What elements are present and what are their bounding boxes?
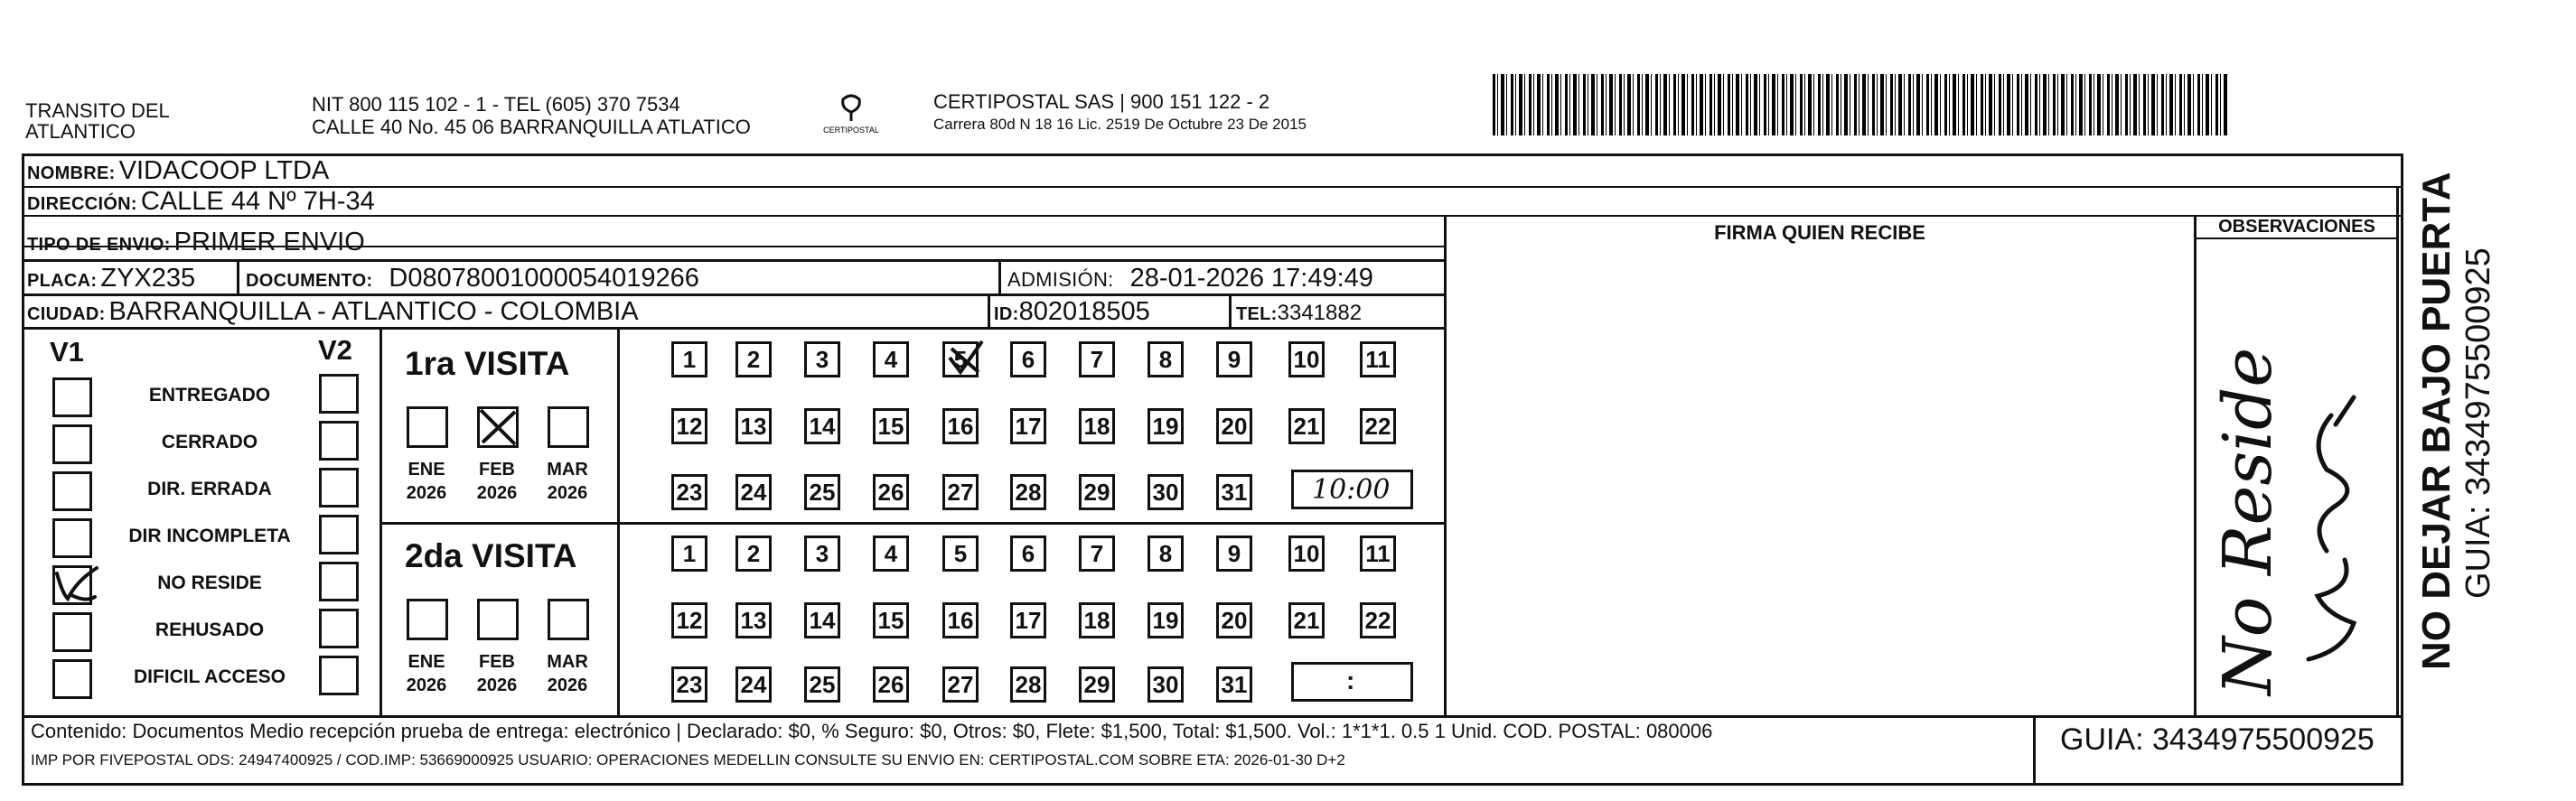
first-visit-time: 10:00 <box>1312 474 1391 506</box>
day-box[interactable]: 9 <box>1216 536 1252 572</box>
v1-checkbox[interactable] <box>52 612 92 652</box>
side-guia: GUIA: 3434975500925 <box>2459 247 2497 599</box>
day-box[interactable]: 6 <box>1010 536 1046 572</box>
v1-checkbox[interactable] <box>52 518 92 558</box>
day-check-mark <box>942 336 982 376</box>
nit-line: NIT 800 115 102 - 1 - TEL (605) 370 7534 <box>312 93 680 116</box>
observaciones-header: OBSERVACIONES <box>2218 217 2375 237</box>
day-box[interactable]: 16 <box>942 602 979 638</box>
org-name-line2: ATLANTICO <box>25 120 136 143</box>
footer-imp: IMP POR FIVEPOSTAL ODS: 24947400925 / COD.IMP: 53669000925 USUARIO: OPERACIONES MEDELLIN CONSULTE SU ENVIO EN: CERTIPOSTAL.COM SOBRE ETA: 2026-01-30 D+2 <box>31 751 1345 768</box>
month-checkbox-ene[interactable] <box>407 406 448 448</box>
day-box[interactable]: 13 <box>735 602 772 638</box>
day-box[interactable]: 4 <box>873 341 909 377</box>
day-box[interactable]: 23 <box>671 474 707 510</box>
day-box[interactable]: 30 <box>1147 666 1184 703</box>
status-label: DIR. ERRADA <box>147 479 272 499</box>
v2-checkbox[interactable] <box>319 374 359 414</box>
tipo-envio-field: TIPO DE ENVIO: PRIMER ENVIO <box>27 228 365 256</box>
day-box[interactable]: 7 <box>1079 341 1115 377</box>
month-checkbox-feb[interactable] <box>477 406 519 448</box>
first-visit-time-box[interactable] <box>1291 470 1413 509</box>
placa-field: PLACA: ZYX235 <box>27 264 196 293</box>
day-box[interactable]: 10 <box>1288 341 1325 377</box>
year-label: 2026 <box>547 483 588 503</box>
svg-text:CERTIPOSTAL: CERTIPOSTAL <box>823 126 879 135</box>
status-label: DIR INCOMPLETA <box>128 526 291 546</box>
day-box[interactable]: 21 <box>1288 602 1325 638</box>
handwritten-signature <box>2290 388 2372 677</box>
day-box[interactable]: 1 <box>671 536 707 572</box>
day-box[interactable]: 24 <box>735 474 772 510</box>
day-box[interactable]: 12 <box>671 408 707 444</box>
day-box[interactable]: 5 <box>942 341 979 377</box>
day-box[interactable]: 6 <box>1010 341 1046 377</box>
month-checkbox-feb[interactable] <box>477 599 519 640</box>
footer-guia: GUIA: 3434975500925 <box>2060 722 2375 757</box>
day-box[interactable]: 1 <box>671 341 707 377</box>
day-box[interactable]: 13 <box>735 408 772 444</box>
day-box[interactable]: 7 <box>1079 536 1115 572</box>
day-box[interactable]: 24 <box>735 666 772 703</box>
nombre-field: NOMBRE: VIDACOOP LTDA <box>27 156 330 185</box>
day-box[interactable]: 25 <box>804 666 840 703</box>
day-box[interactable]: 8 <box>1147 341 1184 377</box>
month-checkbox-mar[interactable] <box>548 599 589 640</box>
day-box[interactable]: 22 <box>1360 602 1396 638</box>
v2-checkbox[interactable] <box>319 562 359 601</box>
day-box[interactable]: 27 <box>942 666 979 703</box>
second-visit-title: 2da VISITA <box>405 537 577 574</box>
day-box[interactable]: 10 <box>1288 536 1325 572</box>
day-box[interactable]: 28 <box>1010 474 1046 510</box>
day-box[interactable]: 3 <box>804 536 840 572</box>
direccion-field: DIRECCIÓN: CALLE 44 Nº 7H-34 <box>27 187 375 216</box>
side-notice: NO DEJAR BAJO PUERTA <box>2414 172 2459 670</box>
v2-checkbox[interactable] <box>319 421 359 461</box>
barcode <box>1493 74 2229 135</box>
month-label: MAR <box>547 460 588 480</box>
documento-field: DOCUMENTO: D08078001000054019266 <box>246 264 699 293</box>
v1-checkbox[interactable] <box>52 659 92 699</box>
day-box[interactable]: 19 <box>1147 408 1184 444</box>
day-box[interactable]: 20 <box>1216 408 1252 444</box>
day-box[interactable]: 3 <box>804 341 840 377</box>
day-box[interactable]: 16 <box>942 408 979 444</box>
day-box[interactable]: 30 <box>1147 474 1184 510</box>
month-checkbox-ene[interactable] <box>407 599 448 640</box>
day-box[interactable]: 11 <box>1360 341 1396 377</box>
day-box[interactable]: 25 <box>804 474 840 510</box>
day-box[interactable]: 21 <box>1288 408 1325 444</box>
company-address: Carrera 80d N 18 16 Lic. 2519 De Octubre 23 De 2015 <box>933 116 1307 133</box>
year-label: 2026 <box>547 675 588 695</box>
admision-field: ADMISIÓN: 28-01-2026 17:49:49 <box>1007 264 1373 293</box>
v2-checkbox[interactable] <box>319 656 359 695</box>
day-box[interactable]: 2 <box>735 341 772 377</box>
v1-checkbox[interactable] <box>52 377 92 417</box>
day-box[interactable]: 9 <box>1216 341 1252 377</box>
day-box[interactable]: 27 <box>942 474 979 510</box>
day-box[interactable]: 12 <box>671 602 707 638</box>
day-box[interactable]: 23 <box>671 666 707 703</box>
status-label: NO RESIDE <box>157 573 262 593</box>
firma-header: FIRMA QUIEN RECIBE <box>1714 221 1925 244</box>
day-box[interactable]: 26 <box>873 666 909 703</box>
day-box[interactable]: 17 <box>1010 408 1046 444</box>
day-box[interactable]: 29 <box>1079 666 1115 703</box>
day-box[interactable]: 18 <box>1079 602 1115 638</box>
id-field: ID:802018505 <box>994 297 1150 326</box>
status-label: CERRADO <box>161 432 258 452</box>
day-box[interactable]: 8 <box>1147 536 1184 572</box>
month-checkbox-mar[interactable] <box>548 406 589 448</box>
company-line: CERTIPOSTAL SAS | 900 151 122 - 2 <box>933 90 1270 113</box>
day-box[interactable]: 29 <box>1079 474 1115 510</box>
year-label: 2026 <box>406 483 447 503</box>
day-box[interactable]: 18 <box>1079 408 1115 444</box>
day-box[interactable]: 14 <box>804 408 840 444</box>
day-box[interactable]: 22 <box>1360 408 1396 444</box>
day-box[interactable]: 4 <box>873 536 909 572</box>
month-label: FEB <box>479 460 515 480</box>
second-visit-time: : <box>1346 666 1355 694</box>
v2-checkbox[interactable] <box>319 609 359 648</box>
tel-field: TEL:3341882 <box>1236 301 1363 325</box>
day-box[interactable]: 15 <box>873 602 909 638</box>
day-box[interactable]: 2 <box>735 536 772 572</box>
v1-checkbox[interactable] <box>52 565 92 605</box>
month-label: FEB <box>479 652 515 672</box>
year-label: 2026 <box>406 675 447 695</box>
month-label: ENE <box>407 460 445 480</box>
day-box[interactable]: 28 <box>1010 666 1046 703</box>
year-label: 2026 <box>476 675 518 695</box>
day-box[interactable]: 26 <box>873 474 909 510</box>
v2-checkbox[interactable] <box>319 468 359 508</box>
day-box[interactable]: 15 <box>873 408 909 444</box>
day-box[interactable]: 20 <box>1216 602 1252 638</box>
day-box[interactable]: 5 <box>942 536 979 572</box>
status-label: DIFICIL ACCESO <box>133 666 286 687</box>
first-visit-title: 1ra VISITA <box>405 345 570 382</box>
handwritten-observacion: No Reside <box>2209 347 2287 695</box>
month-label: ENE <box>407 652 445 672</box>
v2-checkbox[interactable] <box>319 515 359 554</box>
day-box[interactable]: 19 <box>1147 602 1184 638</box>
status-label: ENTREGADO <box>148 385 271 405</box>
second-visit-time-box[interactable] <box>1291 662 1413 702</box>
address-line: CALLE 40 No. 45 06 BARRANQUILLA ATLATICO <box>312 116 751 138</box>
ciudad-field: CIUDAD: BARRANQUILLA - ATLANTICO - COLOMBIA <box>27 297 639 326</box>
certipostal-logo <box>818 90 885 141</box>
year-label: 2026 <box>476 483 518 503</box>
day-box[interactable]: 31 <box>1216 666 1252 703</box>
status-label: REHUSADO <box>155 619 265 640</box>
day-box[interactable]: 31 <box>1216 474 1252 510</box>
v1-checkbox[interactable] <box>52 424 92 464</box>
org-name-line1: TRANSITO DEL <box>25 99 170 122</box>
day-box[interactable]: 14 <box>804 602 840 638</box>
footer-contenido: Contenido: Documentos Medio recepción prueba de entrega: electrónico | Declarado: $0, % Seguro: $0, Otros: $0, Flete: $1,500, Total: $1,500. Vol.: 1*1*1. 0.5 1 Unid. COD. POSTAL: 080006 <box>31 720 1713 742</box>
v1-header: V1 <box>50 336 84 368</box>
day-box[interactable]: 17 <box>1010 602 1046 638</box>
v1-checkbox[interactable] <box>52 471 92 511</box>
v2-header: V2 <box>318 334 352 366</box>
month-label: MAR <box>547 652 588 672</box>
day-box[interactable]: 11 <box>1360 536 1396 572</box>
